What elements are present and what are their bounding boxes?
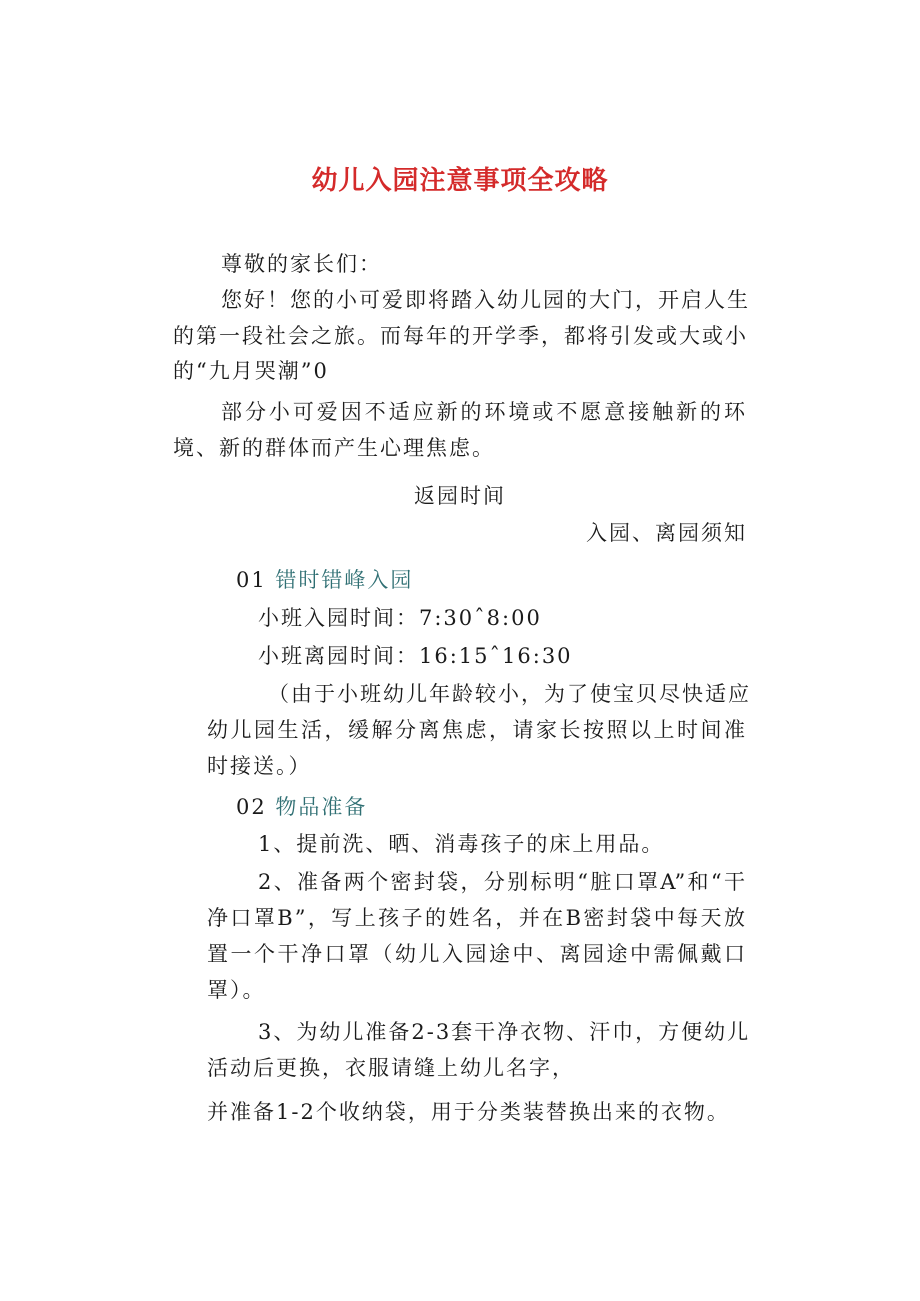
intro-p2-line2: 境、新的群体而产生心理焦虑。: [173, 436, 495, 460]
section1-note-line1: （由于小班幼儿年龄较小，为了使宝贝尽快适应: [268, 682, 751, 706]
intro-p2-line1: 部分小可爱因不适应新的环境或不愿意接触新的环: [221, 400, 747, 424]
salutation: 尊敬的家长们：: [221, 252, 382, 276]
section1-number: 01: [236, 568, 267, 592]
section1-note-line2: 幼儿园生活，缓解分离焦虑，请家长按照以上时间准: [207, 718, 747, 742]
item2-line2: 净口罩B”，写上孩子的姓名，并在B密封袋中每天放: [207, 906, 747, 930]
arrival-time: 小班入园时间：7:30ˆ8:00: [258, 606, 542, 630]
section1-title: 错时错峰入园: [275, 568, 414, 592]
section2-heading: [236, 789, 367, 825]
item2-line3: 置一个干净口罩（幼儿入园途中、离园途中需佩戴口: [207, 942, 747, 966]
section1-note-line3: 时接送。）: [207, 754, 312, 778]
section2-number: 02: [236, 795, 267, 819]
section1-heading: [236, 562, 413, 598]
item3-line3: 并准备1-2个收纳袋，用于分类装替换出来的衣物。: [207, 1100, 730, 1124]
intro-p1-line1: 您好！您的小可爱即将踏入幼儿园的大门，开启人生: [221, 288, 750, 312]
departure-time: 小班离园时间：16:15ˆ16:30: [258, 644, 573, 668]
item1: 1、提前洗、晒、消毒孩子的床上用品。: [258, 832, 665, 856]
intro-p1-line3: 的“九月哭潮”0: [173, 359, 329, 383]
item2-line1: 2、准备两个密封袋，分别标明“脏口罩A”和“干: [258, 870, 747, 894]
subtitle-arrival-departure: 入园、离园须知: [586, 521, 747, 545]
item3-line2: 活动后更换，衣服请缝上幼儿名字，: [207, 1056, 575, 1080]
item3-line1: 3、为幼儿准备2-3套干净衣物、汗巾，方便幼儿: [258, 1020, 751, 1044]
subtitle-return-time: 返园时间: [414, 484, 506, 508]
section2-title: 物品准备: [275, 795, 368, 819]
intro-p1-line2: 的第一段社会之旅。而每年的开学季，都将引发或大或小: [173, 324, 748, 348]
item2-line4: 罩）。: [207, 978, 266, 1002]
document-title: 幼儿入园注意事项全攻略: [311, 166, 609, 196]
